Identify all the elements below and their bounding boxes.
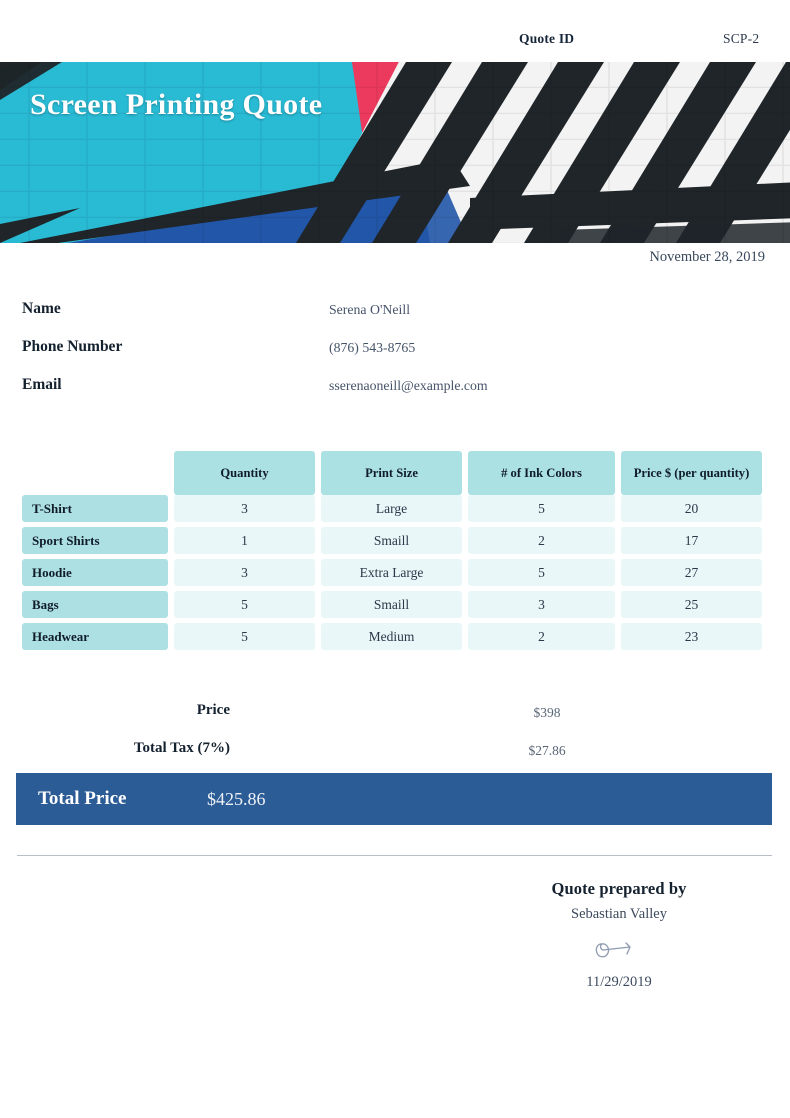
top-bar bbox=[0, 0, 790, 62]
row-print-size: Smaill bbox=[321, 527, 462, 554]
row-print-size: Medium bbox=[321, 623, 462, 650]
table-row bbox=[0, 623, 790, 655]
page-title: Screen Printing Quote bbox=[30, 88, 323, 121]
total-price-bar bbox=[16, 773, 772, 825]
footer-divider bbox=[17, 855, 772, 856]
row-ink-colors: 5 bbox=[468, 495, 615, 522]
row-ink-colors: 2 bbox=[468, 623, 615, 650]
name-value: Serena O'Neill bbox=[329, 302, 411, 317]
row-item-label: Sport Shirts bbox=[22, 527, 168, 554]
row-ink-colors: 3 bbox=[468, 591, 615, 618]
row-quantity: 5 bbox=[174, 591, 315, 618]
quote-id-value: SCP-2 bbox=[723, 31, 760, 46]
totals-section bbox=[0, 702, 790, 778]
row-price: 23 bbox=[621, 623, 762, 650]
total-price-label: Total Price bbox=[38, 788, 127, 809]
subtotal-row bbox=[0, 702, 790, 740]
row-item-label: T-Shirt bbox=[22, 495, 168, 522]
contact-row-name bbox=[0, 300, 790, 338]
tax-label: Total Tax (7%) bbox=[133, 740, 230, 756]
column-header-print-size: Print Size bbox=[321, 451, 462, 495]
column-header-quantity: Quantity bbox=[174, 451, 315, 495]
row-price: 25 bbox=[621, 591, 762, 618]
row-item-label: Bags bbox=[22, 591, 168, 618]
contact-section bbox=[0, 300, 790, 414]
row-price: 27 bbox=[621, 559, 762, 586]
quote-id-label: Quote ID bbox=[519, 31, 575, 46]
price-value: $398 bbox=[533, 705, 561, 720]
footer-date: 11/29/2019 bbox=[586, 974, 652, 990]
contact-row-phone bbox=[0, 338, 790, 376]
contact-row-email bbox=[0, 376, 790, 414]
email-label: Email bbox=[22, 376, 62, 393]
price-label: Price bbox=[196, 702, 230, 718]
tax-value: $27.86 bbox=[528, 743, 566, 758]
name-label: Name bbox=[22, 300, 61, 317]
header-banner-image bbox=[0, 62, 790, 243]
prepared-by-label: Quote prepared by bbox=[551, 879, 687, 898]
document-date: November 28, 2019 bbox=[649, 249, 765, 265]
footer-section bbox=[466, 879, 772, 991]
row-ink-colors: 5 bbox=[468, 559, 615, 586]
row-print-size: Extra Large bbox=[321, 559, 462, 586]
signature-squiggle-icon bbox=[466, 934, 772, 968]
row-price: 20 bbox=[621, 495, 762, 522]
row-quantity: 1 bbox=[174, 527, 315, 554]
phone-value: (876) 543-8765 bbox=[329, 340, 416, 355]
row-quantity: 3 bbox=[174, 559, 315, 586]
row-price: 17 bbox=[621, 527, 762, 554]
column-header-price: Price $ (per quantity) bbox=[621, 451, 762, 495]
quote-items-table bbox=[0, 451, 790, 655]
phone-label: Phone Number bbox=[22, 338, 123, 355]
table-row bbox=[0, 495, 790, 527]
total-price-value: $425.86 bbox=[207, 788, 266, 809]
row-print-size: Large bbox=[321, 495, 462, 522]
table-row bbox=[0, 559, 790, 591]
table-row bbox=[0, 591, 790, 623]
row-item-label: Hoodie bbox=[22, 559, 168, 586]
row-print-size: Smaill bbox=[321, 591, 462, 618]
email-value: sserenaoneill@example.com bbox=[329, 378, 488, 393]
row-item-label: Headwear bbox=[22, 623, 168, 650]
table-header-row bbox=[0, 451, 790, 495]
column-header-ink-colors: # of Ink Colors bbox=[468, 451, 615, 495]
table-row bbox=[0, 527, 790, 559]
row-ink-colors: 2 bbox=[468, 527, 615, 554]
preparer-name: Sebastian Valley bbox=[571, 906, 667, 922]
row-quantity: 5 bbox=[174, 623, 315, 650]
row-quantity: 3 bbox=[174, 495, 315, 522]
